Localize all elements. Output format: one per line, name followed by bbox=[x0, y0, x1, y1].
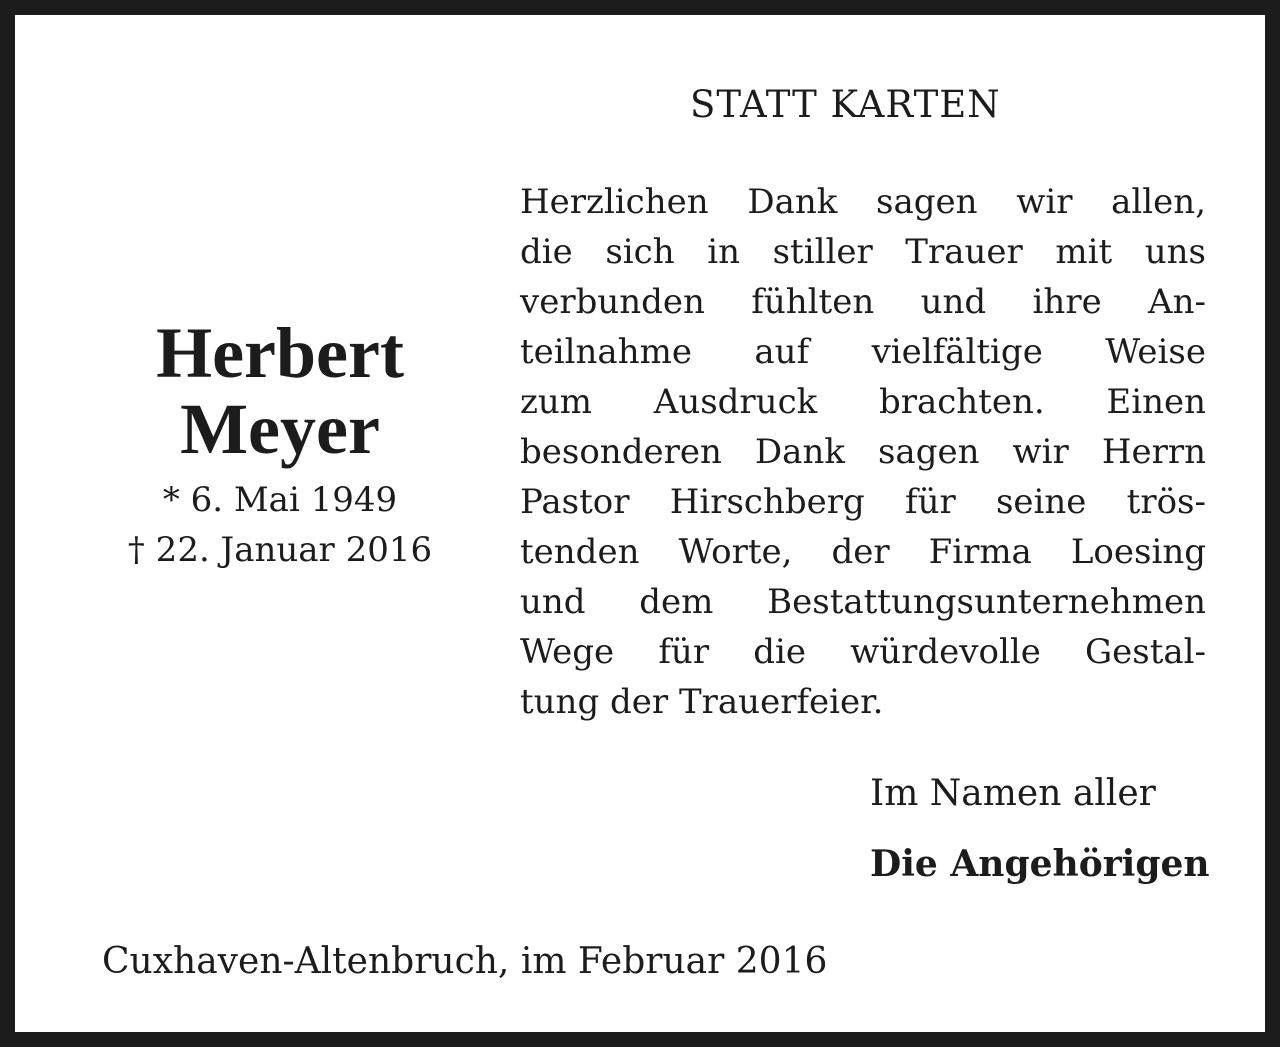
thank-you-message bbox=[520, 177, 1206, 727]
place-date: Cuxhaven-Altenbruch, im Februar 2016 bbox=[102, 941, 828, 982]
first-name: Herbert bbox=[156, 313, 404, 393]
message-line: die sich in stiller Trauer mit uns bbox=[520, 232, 1206, 272]
last-name: Meyer bbox=[180, 389, 380, 469]
message-line: Wege für die würdevolle Gestal- bbox=[520, 632, 1206, 672]
deceased-block bbox=[75, 315, 485, 575]
message-line: Pastor Hirschberg für seine trös- bbox=[520, 482, 1206, 522]
signature-intro: Im Namen aller bbox=[870, 773, 1156, 814]
message-line: tung der Trauerfeier. bbox=[520, 682, 884, 722]
message-line: zum Ausdruck brachten. Einen bbox=[520, 382, 1206, 422]
birth-date: * 6. Mai 1949 bbox=[162, 480, 398, 520]
life-dates bbox=[75, 475, 485, 575]
message-line: tenden Worte, der Firma Loesing bbox=[520, 532, 1206, 572]
heading: STATT KARTEN bbox=[690, 83, 1001, 126]
signature-family: Die Angehörigen bbox=[870, 843, 1210, 885]
death-date: † 22. Januar 2016 bbox=[127, 530, 433, 570]
message-line: Herzlichen Dank sagen wir allen, bbox=[520, 182, 1206, 222]
message-line: und dem Bestattungsunternehmen bbox=[520, 582, 1206, 622]
message-line: teilnahme auf vielfältige Weise bbox=[520, 332, 1206, 372]
message-line: verbunden fühlten und ihre An- bbox=[520, 282, 1206, 322]
message-line: besonderen Dank sagen wir Herrn bbox=[520, 432, 1206, 472]
